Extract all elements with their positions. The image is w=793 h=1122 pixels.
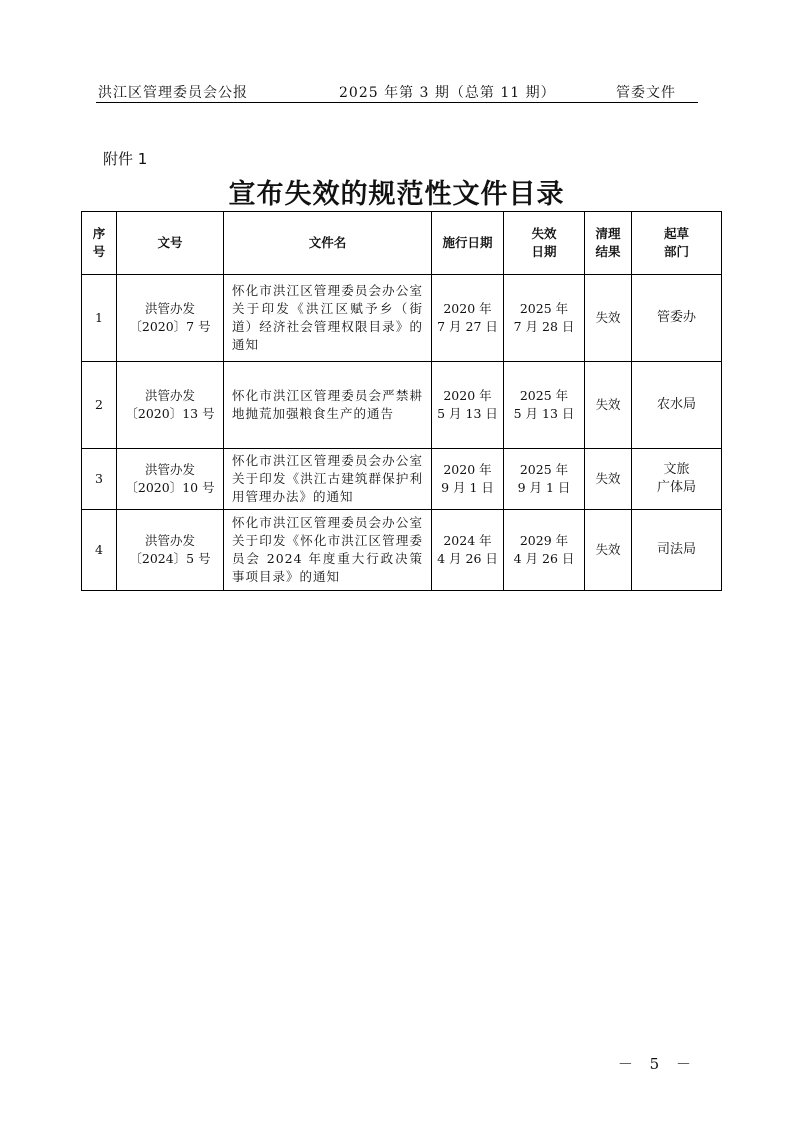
table-row	[82, 510, 722, 591]
header-bulletin-name: 洪江区管理委员会公报	[98, 85, 248, 101]
cell-result: 失效	[585, 510, 632, 591]
table-header-row	[82, 212, 722, 275]
page-header	[96, 80, 698, 103]
cell-docno: 洪管办发 〔2020〕13 号	[117, 362, 224, 449]
cell-name: 怀化市洪江区管理委员会办公室关于印发《洪江区赋予乡（街道）经济社会管理权限目录》的通知	[224, 275, 432, 362]
document-title: 宣布失效的规范性文件目录	[228, 179, 565, 210]
table-row	[82, 362, 722, 449]
cell-name: 怀化市洪江区管理委员会严禁耕地抛荒加强粮食生产的通告	[224, 362, 432, 449]
cell-expire-date: 2025 年 9 月 1 日	[504, 449, 585, 510]
header-section: 管委文件	[616, 85, 676, 101]
cell-effective-date: 2020 年 9 月 1 日	[432, 449, 504, 510]
table-row	[82, 449, 722, 510]
cell-expire-date: 2025 年 5 月 13 日	[504, 362, 585, 449]
table-row	[82, 275, 722, 362]
cell-effective-date: 2020 年 7 月 27 日	[432, 275, 504, 362]
header-expire-date: 失效 日期	[504, 212, 585, 275]
cell-effective-date: 2024 年 4 月 26 日	[432, 510, 504, 591]
cell-dept: 农水局	[632, 362, 722, 449]
invalid-documents-table	[81, 211, 722, 591]
cell-expire-date: 2025 年 7 月 28 日	[504, 275, 585, 362]
cell-seq: 2	[82, 362, 117, 449]
cell-seq: 1	[82, 275, 117, 362]
cell-dept: 司法局	[632, 510, 722, 591]
cell-effective-date: 2020 年 5 月 13 日	[432, 362, 504, 449]
cell-seq: 4	[82, 510, 117, 591]
header-issue: 2025 年第 3 期（总第 11 期）	[339, 85, 556, 101]
header-name: 文件名	[224, 212, 432, 275]
cell-name: 怀化市洪江区管理委员会办公室关于印发《怀化市洪江区管理委员会 2024 年度重大行政决策事项目录》的通知	[224, 510, 432, 591]
cell-docno: 洪管办发 〔2020〕10 号	[117, 449, 224, 510]
cell-expire-date: 2029 年 4 月 26 日	[504, 510, 585, 591]
header-dept: 起草 部门	[632, 212, 722, 275]
attachment-label: 附件 1	[103, 150, 148, 168]
header-effective-date: 施行日期	[432, 212, 504, 275]
page-number: － 5 －	[617, 1055, 697, 1073]
cell-result: 失效	[585, 362, 632, 449]
header-docno: 文号	[117, 212, 224, 275]
cell-seq: 3	[82, 449, 117, 510]
cell-docno: 洪管办发 〔2020〕7 号	[117, 275, 224, 362]
cell-result: 失效	[585, 449, 632, 510]
cell-dept: 文旅 广体局	[632, 449, 722, 510]
header-result: 清理 结果	[585, 212, 632, 275]
cell-result: 失效	[585, 275, 632, 362]
header-seq: 序 号	[82, 212, 117, 275]
cell-name: 怀化市洪江区管理委员会办公室关于印发《洪江古建筑群保护利用管理办法》的通知	[224, 449, 432, 510]
cell-docno: 洪管办发 〔2024〕5 号	[117, 510, 224, 591]
cell-dept: 管委办	[632, 275, 722, 362]
